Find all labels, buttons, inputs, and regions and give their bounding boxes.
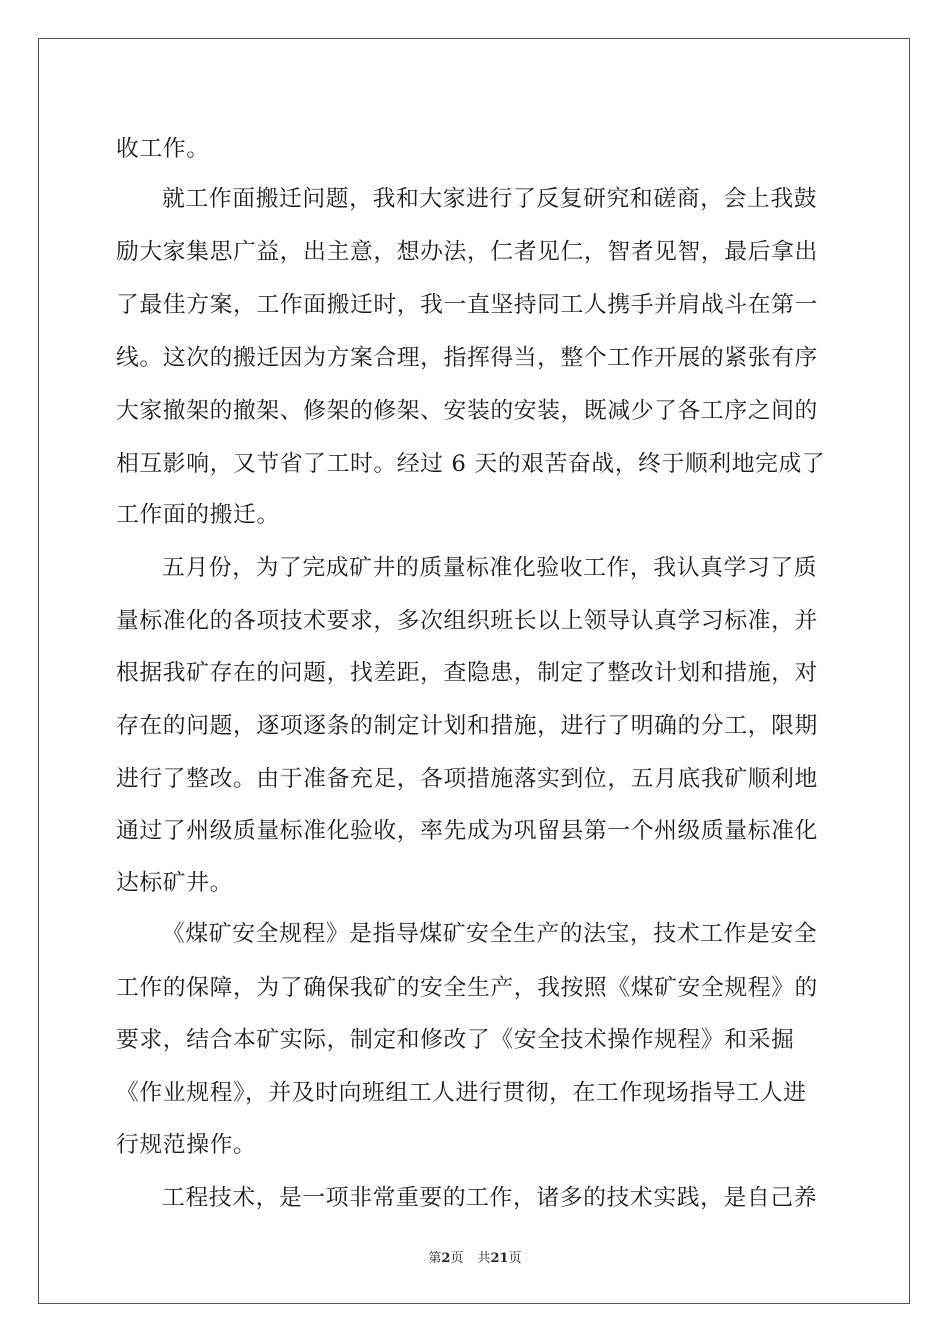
text-line-13: 进行了整改。由于准备充足，各项措施落实到位，五月底我矿顺利地 <box>116 766 818 792</box>
text-line-4: 了最佳方案，工作面搬迁时，我一直坚持同工人携手并肩战斗在第一 <box>116 292 818 318</box>
text-line-15: 达标矿井。 <box>116 870 233 896</box>
text-line-5: 线。这次的搬迁因为方案合理，指挥得当，整个工作开展的紧张有序 <box>116 345 818 371</box>
text-line-21: 工程技术，是一项非常重要的工作，诸多的技术实践，是自己养 <box>162 1185 818 1211</box>
text-line-20: 行规范操作。 <box>116 1132 257 1158</box>
text-line-17: 工作的保障，为了确保我矿的安全生产，我按照《煤矿安全规程》的 <box>116 975 818 1001</box>
text-line-3: 励大家集思广益，出主意，想办法，仁者见仁，智者见智，最后拿出 <box>116 239 818 265</box>
page-suffix: 页 <box>450 1251 464 1266</box>
text-line-12: 存在的问题，逐项逐条的制定计划和措施，进行了明确的分工，限期 <box>116 713 818 739</box>
text-line-7: 相互影响，又节省了工时。经过 6 天的艰苦奋战，终于顺利地完成了 <box>116 451 826 477</box>
text-line-8: 工作面的搬迁。 <box>116 502 280 528</box>
page-prefix: 第 <box>428 1251 442 1266</box>
text-line-19: 《作业规程》，并及时向班组工人进行贯彻，在工作现场指导工人进 <box>116 1080 807 1106</box>
text-line-18: 要求，结合本矿实际，制定和修改了《安全技术操作规程》和采掘 <box>116 1027 795 1053</box>
text-line-9: 五月份，为了完成矿井的质量标准化验收工作，我认真学习了质 <box>162 555 818 581</box>
total-pages: 21 <box>490 1251 509 1266</box>
text-line-10: 量标准化的各项技术要求，多次组织班长以上领导认真学习标准，并 <box>116 608 818 634</box>
total-prefix: 共 <box>477 1251 491 1266</box>
text-line-11: 根据我矿存在的问题，找差距，查隐患，制定了整改计划和措施，对 <box>116 660 818 686</box>
page-number: 2 <box>441 1251 451 1266</box>
page-footer <box>0 1250 950 1268</box>
text-line-2: 就工作面搬迁问题，我和大家进行了反复研究和磋商，会上我鼓 <box>162 186 818 212</box>
text-line-1: 收工作。 <box>116 136 210 162</box>
text-line-14: 通过了州级质量标准化验收，率先成为巩留县第一个州级质量标准化 <box>116 818 818 844</box>
total-suffix: 页 <box>508 1251 522 1266</box>
text-line-6: 大家撤架的撤架、修架的修架、安装的安装，既减少了各工序之间的 <box>116 398 818 424</box>
text-line-16: 《煤矿安全规程》是指导煤矿安全生产的法宝，技术工作是安全 <box>162 921 818 947</box>
